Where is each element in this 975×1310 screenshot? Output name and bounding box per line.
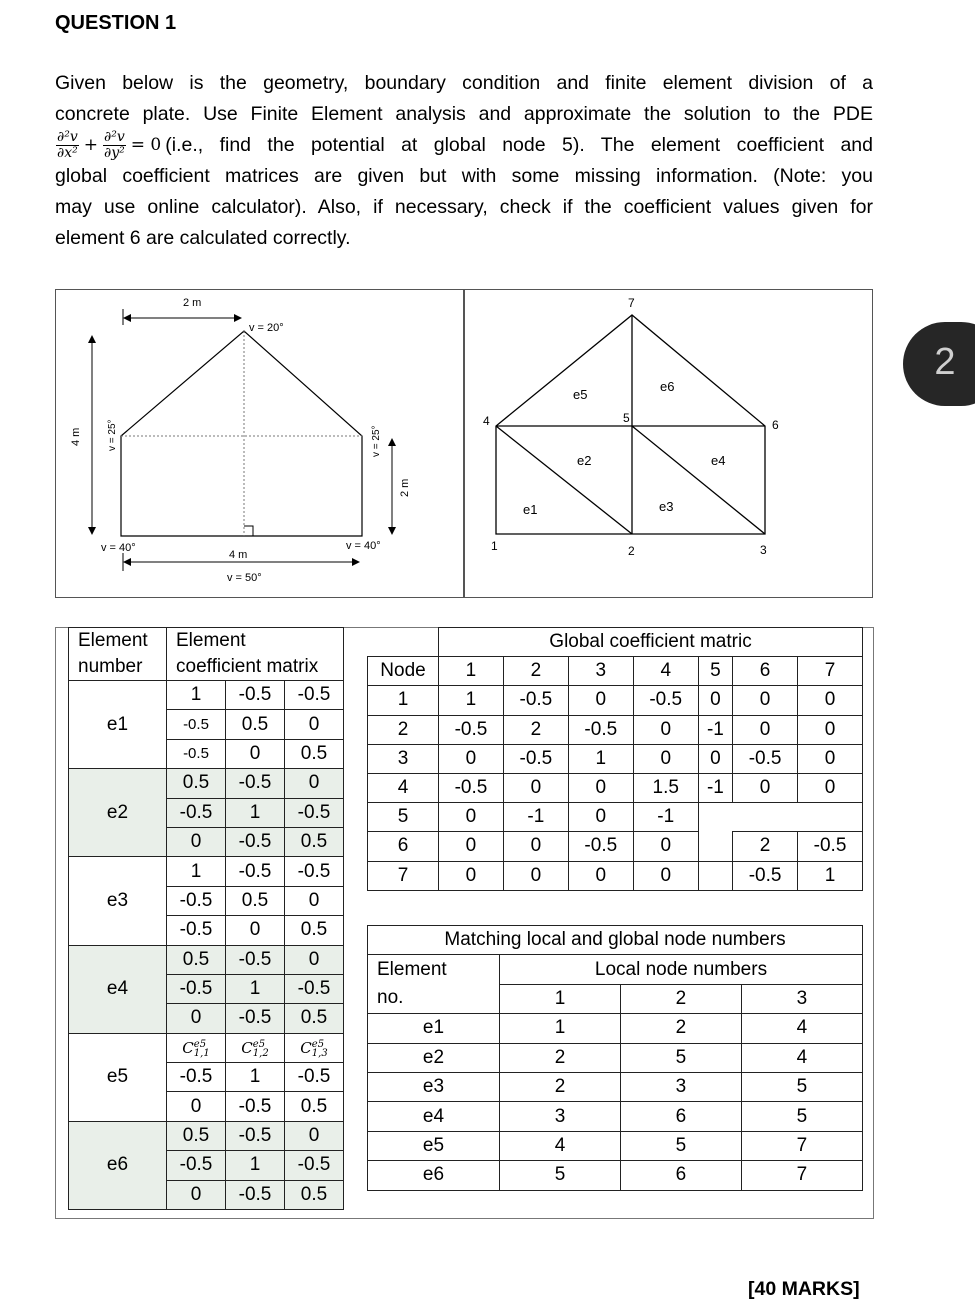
- global-coefficient-table: [367, 627, 863, 891]
- element-name-e3: e3: [69, 857, 167, 945]
- global-title: Global coefficient matric: [439, 628, 863, 657]
- table-row: 1 1 -0.5 0 -0.5 0 0 0: [368, 686, 863, 715]
- table-row: [69, 769, 344, 798]
- pde-rhs: = 0: [130, 135, 162, 155]
- match-local-label: Local node numbers: [500, 955, 863, 984]
- page-number: 2: [934, 341, 956, 383]
- table-row: e1 1 2 4: [368, 1014, 863, 1043]
- element-label-e3: e3: [659, 499, 674, 514]
- intro-line: may use online calculator). Also, if necessary, check if the coefficient values given for: [55, 196, 873, 218]
- element-name-e5: e5: [69, 1033, 167, 1121]
- matrix-cell: -0.5: [167, 710, 226, 739]
- matrix-cell: 1: [226, 1063, 285, 1092]
- global-corner: [368, 628, 439, 657]
- table-row: [69, 945, 344, 974]
- bc-top-label: v = 20°: [249, 322, 284, 334]
- global-col-header: 5: [698, 657, 732, 686]
- global-header-row: [368, 657, 863, 686]
- matrix-cell: -0.5: [167, 1151, 226, 1180]
- intro-line: global coefficient matrices are given but with some missing information. (Note: you: [55, 165, 873, 187]
- table-row: 4 -0.5 0 0 1.5 -1 0 0: [368, 773, 863, 802]
- table-row: e6 5 6 7: [368, 1161, 863, 1190]
- match-col-header: 2: [620, 984, 741, 1013]
- element-name-e4: e4: [69, 945, 167, 1033]
- pde-plus: +: [83, 135, 99, 155]
- table-row: [69, 857, 344, 886]
- intro-line: element 6 are calculated correctly.: [55, 227, 351, 249]
- matrix-cell: -0.5: [226, 1121, 285, 1150]
- matrix-cell: -0.5: [226, 857, 285, 886]
- matrix-cell: -0.5: [285, 1151, 344, 1180]
- intro-line-rest: (i.e., find the potential at global node 5). The element coefficient and: [165, 134, 873, 156]
- element-label-e5: e5: [573, 387, 588, 402]
- matrix-cell: 0.5: [285, 739, 344, 768]
- matrix-cell: -0.5: [226, 769, 285, 798]
- element-name-e6: e6: [69, 1121, 167, 1209]
- pde-fraction-x: $\frac{\text{∂²v}}{\text{∂x²}}$: [57, 129, 78, 161]
- matrix-cell: 0.5: [285, 1092, 344, 1121]
- matrix-cell: -0.5: [167, 739, 226, 768]
- node-label-4: 4: [483, 414, 490, 428]
- element-name-e1: e1: [69, 681, 167, 769]
- matrix-cell: 0: [167, 1004, 226, 1033]
- element-label-e4: e4: [711, 453, 726, 468]
- matrix-cell: 1: [167, 681, 226, 710]
- matrix-cell: 0.5: [167, 945, 226, 974]
- matrix-cell-symbol: C e5 1,2: [226, 1033, 285, 1062]
- matrix-cell: -0.5: [167, 798, 226, 827]
- matrix-cell: 0: [285, 945, 344, 974]
- matrix-cell: 1: [226, 1151, 285, 1180]
- table-row: 7 0 0 0 0 -0.5 1: [368, 861, 863, 890]
- figure-divider: [463, 289, 465, 598]
- geometry-diagram: [57, 291, 462, 596]
- global-col-header: 1: [439, 657, 504, 686]
- matrix-cell: 0: [285, 710, 344, 739]
- matrix-cell: 1: [226, 974, 285, 1003]
- matrix-cell: 0: [285, 1121, 344, 1150]
- matrix-cell: 0.5: [167, 769, 226, 798]
- table-row: 2 -0.5 2 -0.5 0 -1 0 0: [368, 715, 863, 744]
- table-row: 6 0 0 -0.5 0 2 -0.5: [368, 832, 863, 861]
- matrix-cell: 1: [226, 798, 285, 827]
- pde-fraction-y: $\frac{\text{∂²v}}{\text{∂y²}}$: [104, 129, 125, 161]
- table-row: e4 3 6 5: [368, 1102, 863, 1131]
- matrix-cell: -0.5: [285, 681, 344, 710]
- node-label-2: 2: [628, 544, 635, 558]
- element-label-e6: e6: [660, 379, 675, 394]
- node-label-6: 6: [772, 418, 779, 432]
- matrix-cell: -0.5: [226, 1004, 285, 1033]
- matrix-cell: -0.5: [285, 974, 344, 1003]
- bc-bottom-right-label: v = 40°: [346, 540, 381, 552]
- matrix-cell: -0.5: [167, 974, 226, 1003]
- marks-label: [40 MARKS]: [748, 1278, 860, 1300]
- bc-bottom-label: v = 50°: [227, 572, 262, 584]
- question-intro: [55, 68, 873, 254]
- dim-bottom-label: 4 m: [229, 549, 248, 561]
- dim-top-label: 2 m: [183, 297, 202, 309]
- matrix-cell: 0: [226, 916, 285, 945]
- table-row: [69, 1121, 344, 1150]
- question-title: QUESTION 1: [55, 12, 177, 34]
- matrix-cell: -0.5: [226, 1092, 285, 1121]
- match-title: Matching local and global node numbers: [368, 926, 863, 955]
- table-row: 3 0 -0.5 1 0 0 -0.5 0: [368, 744, 863, 773]
- matrix-cell: -0.5: [285, 1063, 344, 1092]
- matrix-cell: 0.5: [285, 1004, 344, 1033]
- matrix-cell: -0.5: [285, 798, 344, 827]
- node-label-7: 7: [628, 296, 635, 310]
- global-col-header: 4: [633, 657, 698, 686]
- matrix-cell: -0.5: [226, 945, 285, 974]
- matrix-cell-symbol: C e5 1,1: [167, 1033, 226, 1062]
- bc-bottom-left-label: v = 40°: [101, 542, 136, 554]
- matrix-cell-symbol: C e5 1,3: [285, 1033, 344, 1062]
- matrix-cell: 0.5: [285, 827, 344, 856]
- matrix-cell: -0.5: [167, 916, 226, 945]
- bc-right-label: v = 25°: [371, 425, 382, 457]
- intro-line: Given below is the geometry, boundary condition and finite element division of a: [55, 72, 873, 94]
- global-col-header: 2: [503, 657, 568, 686]
- matrix-cell: 0: [285, 886, 344, 915]
- matrix-cell: 0.5: [285, 1180, 344, 1209]
- matrix-cell: 0.5: [226, 710, 285, 739]
- global-col-header: 3: [568, 657, 633, 686]
- matrix-cell: -0.5: [226, 827, 285, 856]
- element-label-e2: e2: [577, 453, 592, 468]
- intro-line-with-pde: [55, 130, 873, 161]
- global-col-header: 6: [733, 657, 798, 686]
- matrix-cell: 0: [167, 827, 226, 856]
- table-row: e3 2 3 5: [368, 1072, 863, 1101]
- dim-right-label: 2 m: [399, 478, 411, 497]
- matrix-cell: -0.5: [167, 1063, 226, 1092]
- node-matching-table: [367, 925, 863, 1191]
- match-element-label: Element no.: [368, 955, 500, 1014]
- matrix-cell: 1: [167, 857, 226, 886]
- global-col-header: 7: [798, 657, 863, 686]
- table-row: e5 4 5 7: [368, 1131, 863, 1160]
- node-label-5: 5: [623, 411, 630, 425]
- matrix-cell: 0.5: [167, 1121, 226, 1150]
- match-col-header: 3: [741, 984, 862, 1013]
- table-row: 5 0 -1 0 -1: [368, 803, 863, 832]
- element-label-e1: e1: [523, 502, 538, 517]
- dim-left-label: 4 m: [70, 427, 82, 446]
- plate-outline: [121, 331, 362, 536]
- plate-dotted-guides: [121, 331, 362, 536]
- matrix-cell: 0: [167, 1180, 226, 1209]
- matrix-cell: 0.5: [285, 916, 344, 945]
- elem-header-number: Element number: [69, 628, 167, 681]
- matrix-cell: 0: [285, 769, 344, 798]
- table-row: [69, 1033, 344, 1062]
- match-col-header: 1: [500, 984, 621, 1013]
- matrix-cell: 0: [226, 739, 285, 768]
- intro-line: concrete plate. Use Finite Element analysis and approximate the solution to the PDE: [55, 103, 873, 125]
- matrix-cell: 0.5: [226, 886, 285, 915]
- matrix-cell: -0.5: [285, 857, 344, 886]
- matrix-cell: -0.5: [226, 681, 285, 710]
- element-coefficient-table: [68, 627, 344, 1210]
- dimension-lines: [92, 309, 392, 571]
- table-row: e2 2 5 4: [368, 1043, 863, 1072]
- table-row: [69, 681, 344, 710]
- global-node-label: Node: [368, 657, 439, 686]
- mesh-diagram: [466, 291, 871, 596]
- node-label-1: 1: [491, 539, 498, 553]
- bc-left-label: v = 25°: [107, 419, 118, 451]
- matrix-cell: -0.5: [167, 886, 226, 915]
- matrix-cell: 0: [167, 1092, 226, 1121]
- matrix-cell: -0.5: [226, 1180, 285, 1209]
- elem-header-matrix: Element coefficient matrix: [167, 628, 344, 681]
- node-label-3: 3: [760, 543, 767, 557]
- element-name-e2: e2: [69, 769, 167, 857]
